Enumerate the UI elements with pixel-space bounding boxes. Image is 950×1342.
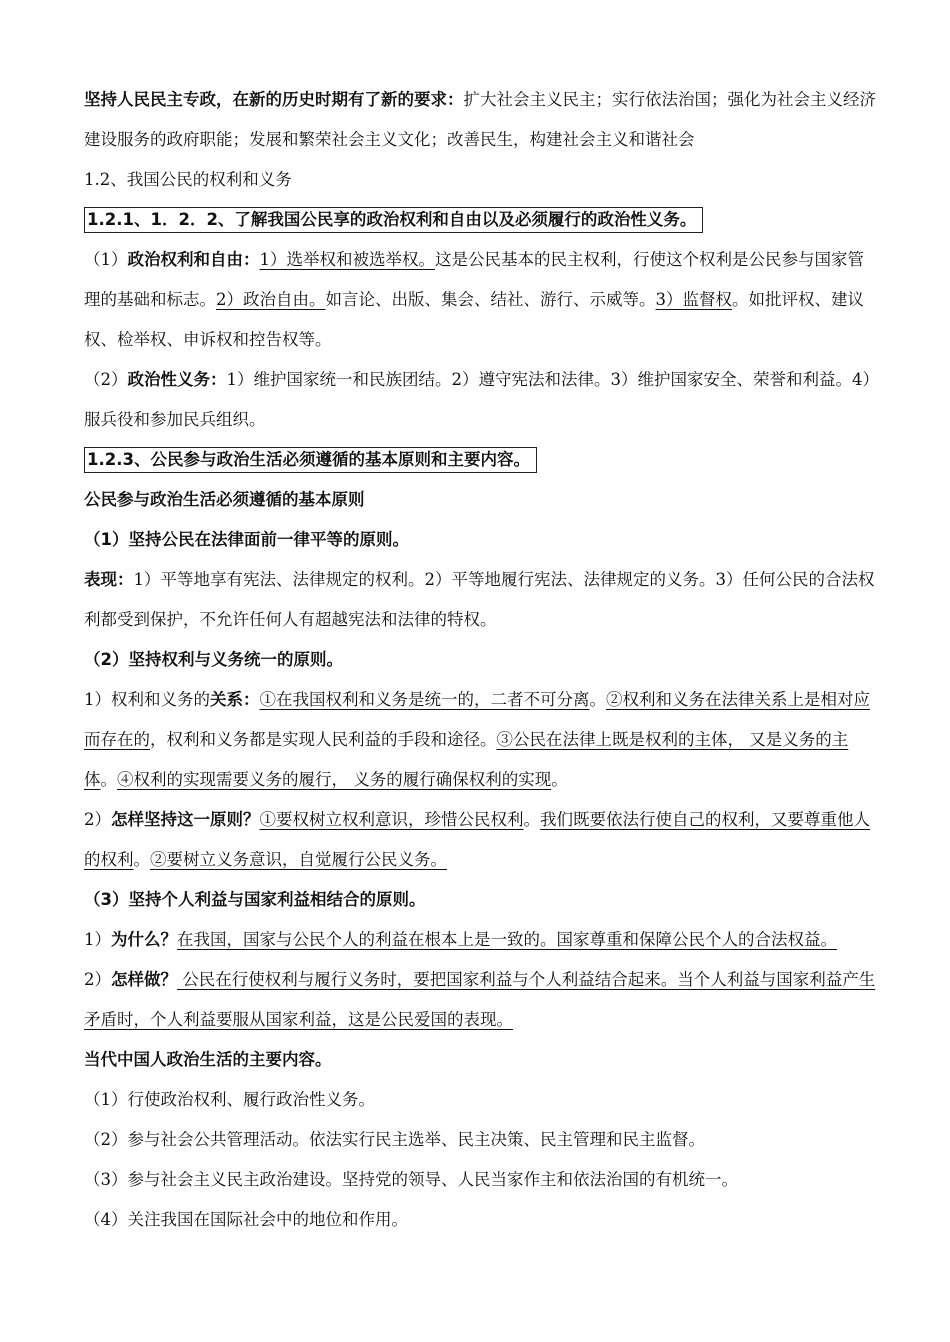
list-item: （2）参与社会公共管理活动。依法实行民主选举、民主决策、民主管理和民主监督。 <box>84 1130 705 1149</box>
bold-lead: 坚持人民民主专政，在新的历史时期有了新的要求： <box>84 90 464 109</box>
paragraph-political-rights: （1）政治权利和自由：1）选举权和被选举权。这是公民基本的民主权利，行使这个权利是公民参与国家管理的基础和标志。2）政治自由。如言论、出版、集会、结社、游行、示威等。3）监督权。如批评权、建议权、检举权、申诉权和控告权等。 <box>84 250 864 349</box>
heading-interest-principle: （3）坚持个人利益与国家利益相结合的原则。 <box>84 890 426 909</box>
paragraph-text: 扩大社会主义民主；实行依法治国；强化为社会主义经济建设服务的政府职能；发展和繁荣社会主义文化；改善民生，构建社会主义和谐社会 <box>84 90 876 149</box>
paragraph-why: 1）为什么？在我国，国家与公民个人的利益在根本上是一致的。国家尊重和保障公民个人的合法权益。 <box>84 930 837 949</box>
list-item: （1）行使政治权利、履行政治性义务。 <box>84 1090 375 1109</box>
list-item: （4）关注我国在国际社会中的地位和作用。 <box>84 1210 408 1229</box>
heading-basic-principles: 公民参与政治生活必须遵循的基本原则 <box>84 490 365 509</box>
paragraph-dictatorship <box>84 80 878 160</box>
paragraph-political-duties: （2）政治性义务：1）维护国家统一和民族团结。2）遵守宪法和法律。3）维护国家安全、荣誉和利益。4）服兵役和参加民兵组织。 <box>84 370 871 429</box>
paragraph-how-to-adhere: 2）怎样坚持这一原则？①要权树立权利意识，珍惜公民权利。我们既要依法行使自己的权利，又要尊重他人的权利。②要树立义务意识，自觉履行公民义务。 <box>84 810 870 869</box>
paragraph-relationship: 1）权利和义务的关系：①在我国权利和义务是统一的，二者不可分离。②权利和义务在法律关系上是相对应而存在的，权利和义务都是实现人民利益的手段和途径。③公民在法律上既是权利的主体， 又是义务的主体。④权利的实现需要义务的履行， 义务的履行确保权利的实现。 <box>84 690 870 789</box>
list-item: （3）参与社会主义民主政治建设。坚持党的领导、人民当家作主和依法治国的有机统一。 <box>84 1170 738 1189</box>
section-heading-rights: 1.2、我国公民的权利和义务 <box>84 170 292 189</box>
boxed-heading-2: 1.2.3、公民参与政治生活必须遵循的基本原则和主要内容。 <box>84 440 878 480</box>
boxed-heading-1: 1.2.1、1．2．2、了解我国公民享的政治权利和自由以及必须履行的政治性义务。 <box>84 200 878 240</box>
paragraph-how: 2）怎样做？ 公民在行使权利与履行义务时，要把国家利益与个人利益结合起来。当个人利益与国家利益产生矛盾时，个人利益要服从国家利益，这是公民爱国的表现。 <box>84 970 876 1029</box>
heading-rights-duties-principle: （2）坚持权利与义务统一的原则。 <box>84 650 343 669</box>
heading-equality-principle: （1）坚持公民在法律面前一律平等的原则。 <box>84 530 409 549</box>
paragraph-manifestation: 表现：1）平等地享有宪法、法律规定的权利。2）平等地履行宪法、法律规定的义务。3）任何公民的合法权利都受到保护，不允许任何人有超越宪法和法律的特权。 <box>84 570 875 629</box>
heading-main-content: 当代中国人政治生活的主要内容。 <box>84 1050 332 1069</box>
